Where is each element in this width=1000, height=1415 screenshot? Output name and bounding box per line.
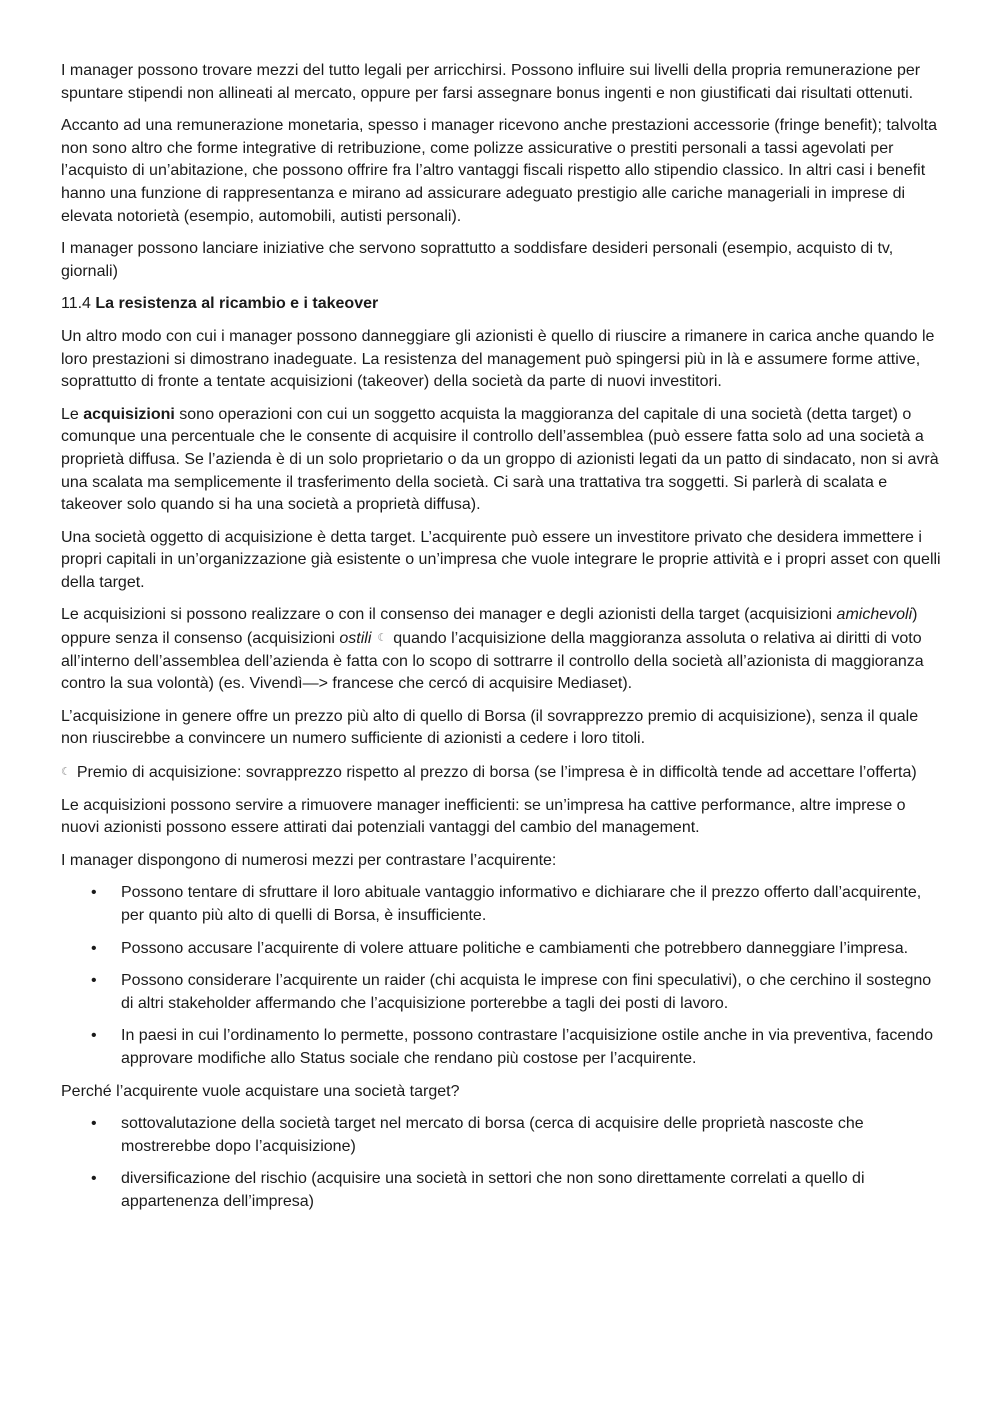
- text-run: quando l’acquisizione della maggioranza assoluta o relativa ai diritti di voto all’interno dell’assemblea dell’azienda è fatta con lo scopo di sottrarre il controllo della società all’azionista di maggioranza contro la sua volontà) (es. Vivendì—> francese che cercó di acquisire Mediaset).: [61, 630, 924, 693]
- bullet-list: [61, 882, 941, 1070]
- text-run: Le acquisizioni si possono realizzare o con il consenso dei manager e degli azionisti della target (acquisizioni: [61, 606, 837, 624]
- italic-term: ostili: [339, 630, 372, 648]
- bold-term: acquisizioni: [83, 405, 175, 423]
- list-item-text: sottovalutazione della società target nel mercato di borsa (cerca di acquisire delle proprietà nascoste che mostrerebbe dopo l’acquisizione): [121, 1115, 864, 1155]
- text-run: ) oppure senza il consenso (acquisizioni: [61, 606, 918, 648]
- crescent-moon-icon: ☾: [377, 632, 388, 645]
- list-item-text: In paesi in cui l’ordinamento lo permette, possono contrastare l’acquisizione ostile anche in via preventiva, facendo approvare modifiche allo Status sociale che rendano più costose per l’acquirente.: [121, 1027, 934, 1067]
- bullet-icon: •: [91, 972, 97, 990]
- list-item: [61, 970, 941, 1015]
- paragraph: L’acquisizione in genere offre un prezzo più alto di quello di Borsa (il sovrapprezzo premio di acquisizione), senza il quale non riuscirebbe a convincere un numero sufficiente di azionisti a cedere i loro titoli.: [61, 707, 919, 748]
- list-item-text: Possono accusare l’acquirente di volere attuare politiche e cambiamenti che potrebbero danneggiare l’impresa.: [121, 939, 909, 957]
- paragraph: I manager dispongono di numerosi mezzi per contrastare l’acquirente:: [61, 851, 557, 869]
- section-number: 11.4: [61, 295, 96, 313]
- italic-term: amichevoli: [836, 606, 913, 624]
- bullet-icon: •: [91, 939, 97, 957]
- bullet-icon: •: [91, 1170, 97, 1188]
- text-run: sono operazioni con cui un soggetto acquista la maggioranza del capitale di una società (detta target) o comunque una percentuale che le consente di acquisire il controllo dell’assemblea (può essere fatta solo ad una società a proprietà diffusa. Se l’azienda è di un solo proprietario o da un groppo di azionisti legati da un patto di sindacato, non si avrà una scalata ma semplicemente il trasferimento della società. Ci sarà una trattativa tra soggetti. Si parlerà di scalata e takeover solo quando si ha una società a proprietà diffusa).: [61, 405, 939, 514]
- section-heading: [61, 293, 941, 316]
- list-item-text: diversificazione del rischio (acquisire una società in settori che non sono direttamente correlati a quello di appartenenza dell’impresa): [121, 1170, 865, 1210]
- bullet-icon: •: [91, 1027, 97, 1045]
- paragraph: [61, 404, 941, 517]
- bullet-list: [61, 1113, 941, 1213]
- text-run: Premio di acquisizione: sovrapprezzo rispetto al prezzo di borsa (se l’impresa è in difficoltà tende ad accettare l’offerta): [76, 764, 917, 782]
- paragraph: Accanto ad una remunerazione monetaria, spesso i manager ricevono anche prestazioni accessorie (fringe benefit); talvolta non sono altro che forme integrative di retribuzione, come polizze assicurative o prestiti personali a tassi agevolati per l’acquisto di un’abitazione, che possono offrire fra l’altro vantaggi fiscali rispetto allo stipendio classico. In altri casi i benefit hanno una funzione di rappresentanza e mirano ad assicurare adeguato prestigio alle cariche manageriali in imprese di elevata notorietà (esempio, automobili, autisti personali).: [61, 117, 938, 225]
- list-item: [61, 882, 941, 927]
- list-item-text: Possono considerare l’acquirente un raider (chi acquista le imprese con fini speculativi), o che cerchino il sostegno di altri stakeholder affermando che l’acquisizione porterebbe a tagli dei posti di lavoro.: [121, 972, 932, 1012]
- paragraph: Una società oggetto di acquisizione è detta target. L’acquirente può essere un investitore privato che desidera immettere i propri capitali in un’organizzazione già esistente o un’impresa che vuole integrare le proprie attività e i propri asset con quelli della target.: [61, 528, 941, 591]
- bullet-icon: •: [91, 884, 97, 902]
- list-item: [61, 1025, 941, 1070]
- paragraph: Un altro modo con cui i manager possono danneggiare gli azionisti è quello di riuscire a rimanere in carica anche quando le loro prestazioni si dimostrano inadeguate. La resistenza del management può spingersi più in là e assumere forme attive, soprattutto di fronte a tentate acquisizioni (takeover) della società da parte di nuovi investitori.: [61, 327, 935, 391]
- paragraph: I manager possono lanciare iniziative che servono soprattutto a soddisfare desideri personali (esempio, acquisto di tv, giornali): [61, 240, 894, 280]
- crescent-moon-icon: ☾: [61, 766, 71, 779]
- text-run: Le: [61, 405, 84, 423]
- paragraph: I manager possono trovare mezzi del tutto legali per arricchirsi. Possono influire sui livelli della propria remunerazione per spuntare stipendi non allineati al mercato, oppure per farsi assegnare bonus ingenti e non giustificati dai risultati ottenuti.: [61, 62, 921, 102]
- list-item: [61, 1168, 941, 1213]
- paragraph: Le acquisizioni possono servire a rimuovere manager inefficienti: se un’impresa ha cattive performance, altre imprese o nuovi azionisti possono essere attirati dai potenziali vantaggi del cambio del management.: [61, 796, 906, 837]
- list-item: [61, 1113, 941, 1158]
- bullet-icon: •: [91, 1115, 97, 1133]
- paragraph: Perché l’acquirente vuole acquistare una società target?: [61, 1082, 460, 1100]
- list-item-text: Possono tentare di sfruttare il loro abituale vantaggio informativo e dichiarare che il prezzo offerto dall’acquirente, per quanto più alto di quelli di Borsa, è insufficiente.: [121, 884, 922, 924]
- paragraph: [61, 761, 941, 785]
- list-item: [61, 938, 941, 961]
- section-title: La resistenza al ricambio e i takeover: [95, 295, 379, 313]
- paragraph: [61, 604, 941, 695]
- document-page: [61, 60, 941, 1224]
